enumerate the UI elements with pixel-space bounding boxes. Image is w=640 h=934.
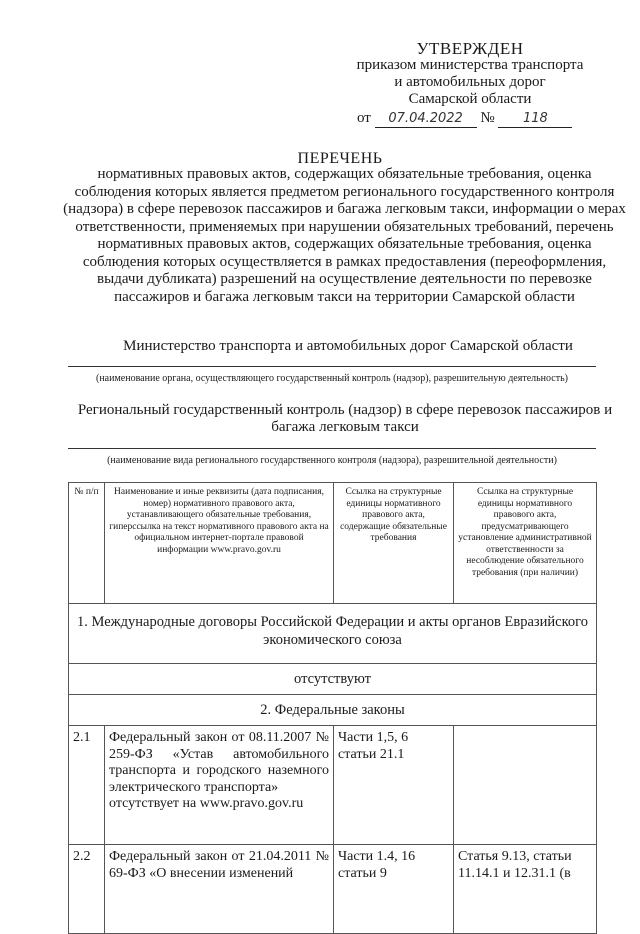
row-liability: [454, 726, 597, 845]
row-act: Федеральный закон от 21.04.2011 № 69-ФЗ «О внесении изменений: [109, 849, 329, 881]
section-2-title: 2. Федеральные законы: [69, 695, 597, 726]
document-subtitle: нормативных правовых актов, содержащих обязательные требования, оценка соблюдения которых является предметом регионального государственного контроля (надзора) в сфере перевозок пассажиров и багажа легковым такси, информации о мерах ответственности, применяемых при нарушении обязательных требований, перечень нормативных правовых актов, содержащих обязательные требования, оценка соблюдения которых осуществляется в рамках предоставления (переоформления, выдачи дубликата) разрешений на осуществление деятельности по перевозке пассажиров и багажа легковым такси на территории Самарской области: [63, 166, 626, 305]
handwritten-number: 118: [523, 111, 548, 126]
from-label: от: [357, 110, 371, 126]
row-units: Части 1,5, 6 статьи 21.1: [334, 726, 454, 845]
row-act-cell: [105, 726, 334, 845]
row-number: 2.2: [69, 845, 105, 934]
header-liability: Ссылка на структурные единицы нормативного правового акта, предусматривающего установление административной ответственности за несоблюдение обязательного требования (при наличии): [454, 483, 597, 604]
row-act-note: отсутствует на www.pravo.gov.ru: [109, 796, 304, 811]
section-1-absent: отсутствуют: [69, 664, 597, 695]
header-units: Ссылка на структурные единицы нормативного правового акта, содержащие обязательные требования: [334, 483, 454, 604]
row-act-cell: [105, 845, 334, 934]
header-number: № п/п: [69, 483, 105, 604]
row-act: Федеральный закон от 08.11.2007 № 259-ФЗ «Устав автомобильного транспорта и городского наземного электрического транспорта»: [109, 730, 329, 795]
row-units: Части 1.4, 16 статьи 9: [334, 845, 454, 934]
control-name: Региональный государственный контроль (надзор) в сфере перевозок пассажиров и багажа легковым такси: [77, 402, 613, 435]
approval-line-1: приказом министерства транспорта: [356, 57, 584, 73]
approval-heading: УТВЕРЖДЕН: [416, 39, 524, 58]
date-field: [375, 110, 477, 128]
order-date-number: [357, 110, 597, 128]
table-header-row: [69, 483, 597, 604]
table-row: [69, 726, 597, 845]
section-row: [69, 664, 597, 695]
row-liability: Статья 9.13, статьи 11.14.1 и 12.31.1 (в: [454, 845, 597, 934]
number-label: №: [480, 110, 495, 126]
row-number: 2.1: [69, 726, 105, 845]
section-row: [69, 695, 597, 726]
header-act: Наименование и иные реквизиты (дата подписания, номер) нормативного правового акта, устанавливающего обязательные требования, гиперссылка на текст нормативного правового акта на официальном интернет-портале правовой информации www.pravo.gov.ru: [105, 483, 334, 604]
organ-caption: (наименование органа, осуществляющего государственный контроль (надзор), разрешительную деятельность): [96, 373, 568, 384]
control-underline: [68, 448, 596, 449]
organ-name: Министерство транспорта и автомобильных дорог Самарской области: [123, 338, 573, 354]
section-row: [69, 604, 597, 664]
number-field: [498, 110, 572, 128]
approval-line-3: Самарской области: [408, 91, 532, 107]
table-row: [69, 845, 597, 934]
organ-underline: [68, 366, 596, 367]
handwritten-date: 07.04.2022: [388, 111, 463, 126]
section-1-title: 1. Международные договоры Российской Федерации и акты органов Евразийского экономического союза: [69, 604, 597, 664]
approval-line-2: и автомобильных дорог: [394, 74, 546, 90]
requirements-table: [68, 482, 597, 934]
document-title: ПЕРЕЧЕНЬ: [297, 150, 383, 167]
approval-stamp: [345, 40, 595, 108]
control-caption: (наименование вида регионального государственного контроля (надзора), разрешительной деятельности): [107, 455, 557, 466]
